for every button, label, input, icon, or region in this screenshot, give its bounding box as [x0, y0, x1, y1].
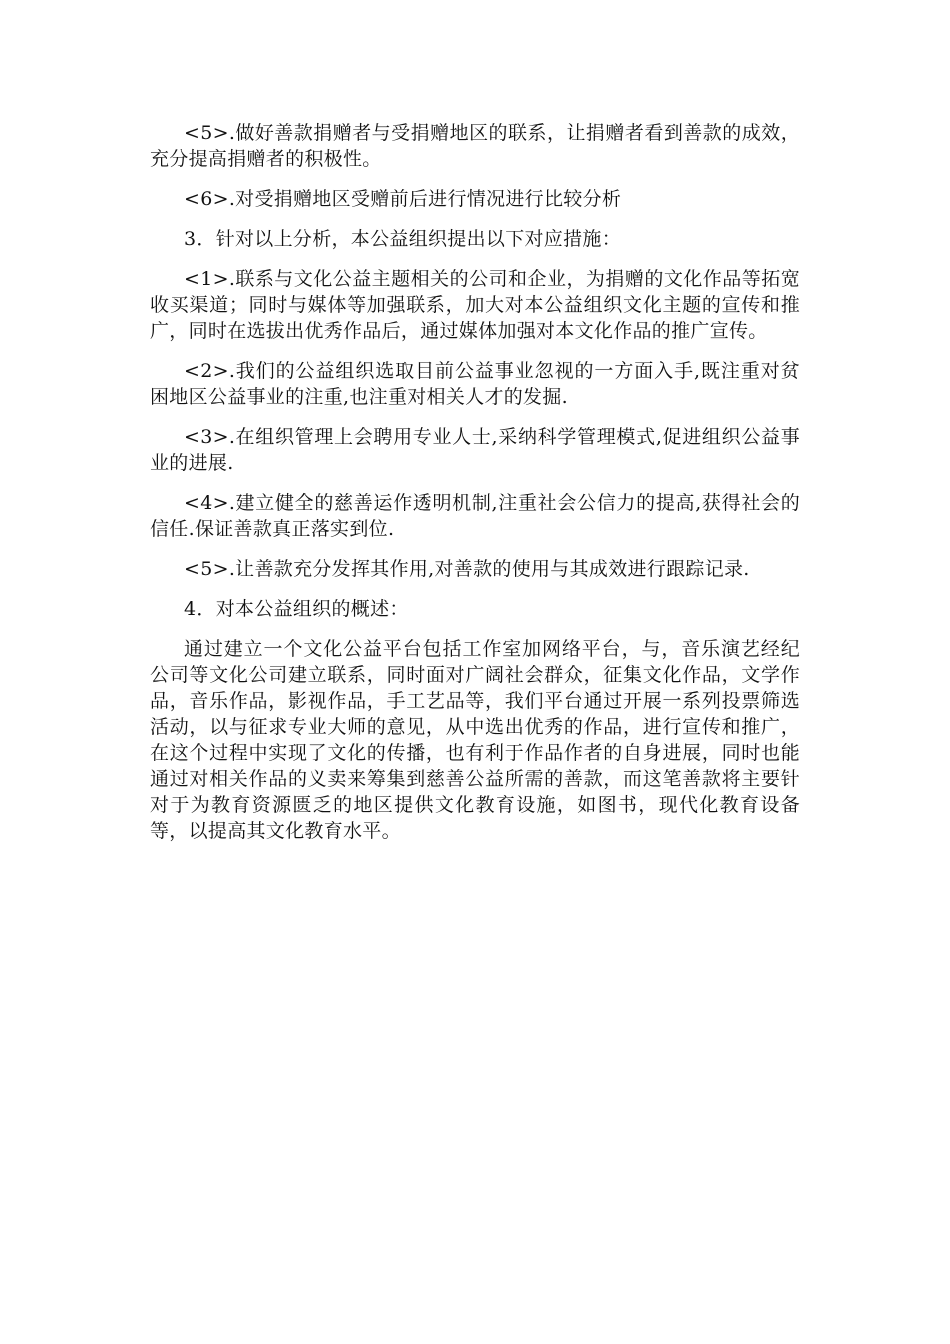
document-page: [150, 120, 800, 858]
section-heading-4: 4．对本公益组织的概述：: [184, 598, 409, 620]
paragraph-measure-5: <5>.做好善款捐赠者与受捐赠地区的联系，让捐赠者看到善款的成效，充分提高捐赠者的积极性。: [150, 122, 800, 170]
paragraph-response-3: <3>.在组织管理上会聘用专业人士,采纳科学管理模式,促进组织公益事业的进展.: [150, 426, 800, 474]
paragraph-overview: 通过建立一个文化公益平台包括工作室加网络平台，与，音乐演艺经纪公司等文化公司建立联系，同时面对广阔社会群众，征集文化作品，文学作品，音乐作品，影视作品，手工艺品等，我们平台通过开展一系列投票筛选活动，以与征求专业大师的意见，从中选出优秀的作品，进行宣传和推广，在这个过程中实现了文化的传播，也有利于作品作者的自身进展，同时也能通过对相关作品的义卖来筹集到慈善公益所需的善款，而这笔善款将主要针对于为教育资源匮乏的地区提供文化教育设施，如图书，现代化教育设备等，以提高其文化教育水平。: [150, 638, 800, 842]
paragraph-response-5: <5>.让善款充分发挥其作用,对善款的使用与其成效进行跟踪记录.: [184, 558, 750, 580]
section-heading-3: 3．针对以上分析，本公益组织提出以下对应措施：: [184, 228, 621, 250]
paragraph-response-4: <4>.建立健全的慈善运作透明机制,注重社会公信力的提高,获得社会的信任.保证善款真正落实到位.: [150, 492, 800, 540]
paragraph-measure-6: <6>.对受捐赠地区受赠前后进行情况进行比较分析: [184, 188, 622, 210]
paragraph-response-1: <1>.联系与文化公益主题相关的公司和企业，为捐赠的文化作品等拓宽收买渠道；同时与媒体等加强联系，加大对本公益组织文化主题的宣传和推广，同时在选拔出优秀作品后，通过媒体加强对本文化作品的推广宣传。: [150, 268, 800, 342]
paragraph-response-2: <2>.我们的公益组织选取目前公益事业忽视的一方面入手,既注重对贫困地区公益事业的注重,也注重对相关人才的发掘.: [150, 360, 800, 408]
